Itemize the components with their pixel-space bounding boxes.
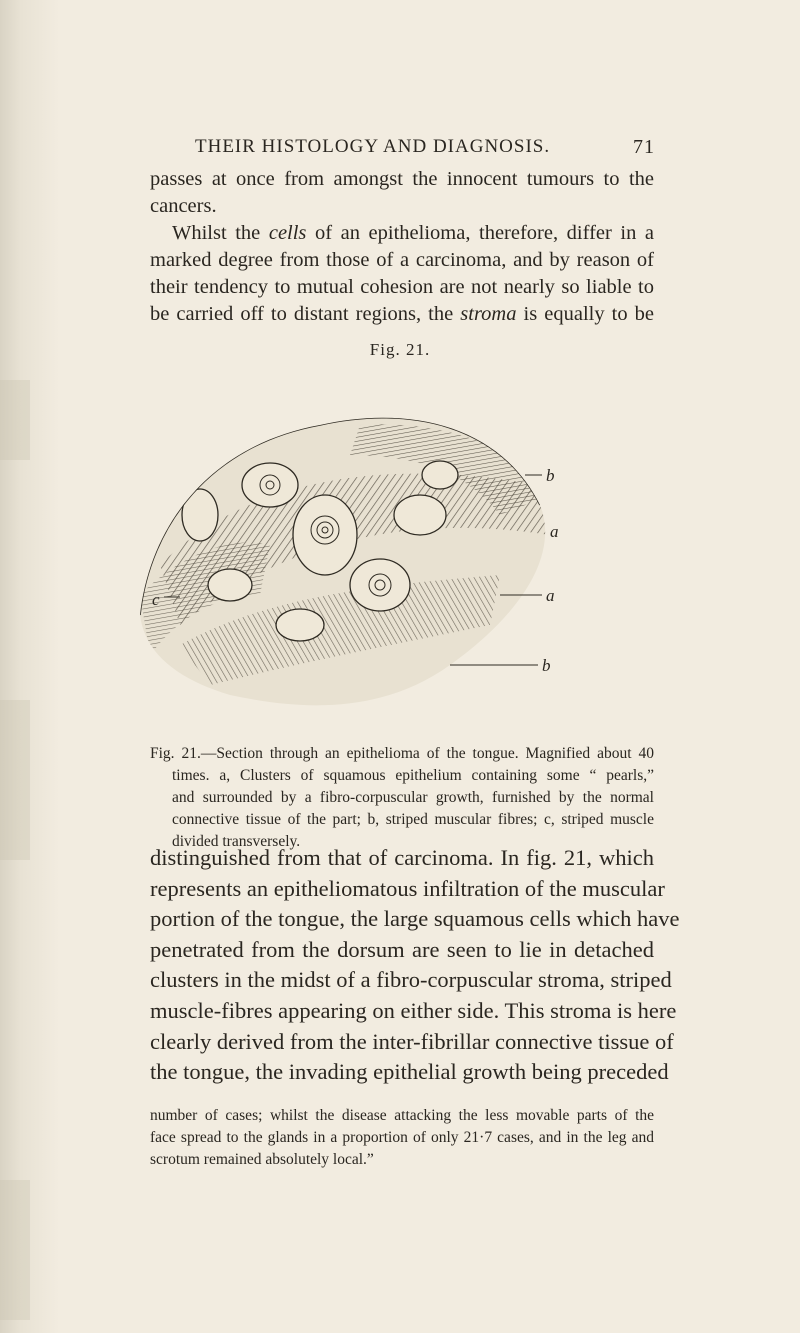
footnote-line: face spread to the glands in a proportion of only 21·7 cases, and in the leg and — [150, 1129, 654, 1146]
page-number: 71 — [633, 136, 655, 158]
text-line: clearly derived from the inter-fibrillar connective tissue of — [150, 1028, 674, 1054]
text-line: be carried off to distant regions, the stroma is equally to be — [150, 303, 655, 325]
caption-line: connective tissue of the part; b, striped muscular fibres; c, striped muscle — [172, 811, 654, 828]
text-line: distinguished from that of carcinoma. In fig. 21, which — [150, 845, 654, 870]
figure-letter-c: c — [152, 590, 160, 609]
histology-illustration — [120, 365, 580, 725]
figure-caption — [150, 743, 654, 853]
text-line: cancers. — [150, 195, 217, 217]
tissue-section — [120, 365, 580, 725]
text-line: the tongue, the invading epithelial growth being preceded — [150, 1059, 669, 1085]
caption-line: divided transversely. — [172, 833, 301, 850]
text-line: portion of the tongue, the large squamous cells which have — [150, 906, 680, 932]
running-title: THEIR HISTOLOGY AND DIAGNOSIS. — [195, 136, 551, 157]
figure-letter-b-bottom: b — [542, 656, 551, 675]
caption-line: Fig. 21.—Section through an epithelioma of the tongue. Magnified about 40 — [150, 745, 654, 762]
footnote-line: number of cases; whilst the disease attacking the less movable parts of the — [150, 1107, 654, 1124]
second-paragraph — [150, 220, 654, 328]
figure-letter-b-top: b — [546, 466, 555, 485]
text-line: clusters in the midst of a fibro-corpuscular stroma, striped — [150, 967, 672, 993]
page-edge-shadow — [0, 0, 60, 1333]
text-line: Whilst the cells of an epithelioma, therefore, differ in a — [172, 222, 654, 244]
figure-letter-a-lower: a — [546, 586, 555, 605]
caption-line: and surrounded by a fibro-corpuscular growth, furnished by the normal — [172, 789, 654, 806]
figure-letter-a-upper: a — [550, 522, 559, 541]
text-line: passes at once from amongst the innocent tumours to the — [150, 168, 654, 190]
figure-label: Fig. 21. — [369, 340, 431, 359]
emphasis-stroma: stroma — [460, 303, 517, 325]
top-paragraph — [150, 166, 654, 220]
emphasis-cells: cells — [268, 222, 307, 244]
footnote — [150, 1105, 654, 1171]
text-line: penetrated from the dorsum are seen to lie in detached — [150, 936, 654, 962]
text-line: muscle-fibres appearing on either side. This stroma is here — [150, 997, 677, 1023]
text-line: represents an epitheliomatous infiltration of the muscular — [150, 875, 665, 901]
text-line: their tendency to mutual cohesion are not nearly so liable to — [150, 276, 654, 298]
text-line: marked degree from those of a carcinoma, and by reason of — [150, 249, 654, 271]
main-paragraph — [150, 843, 680, 1088]
footnote-line: scrotum remained absolutely local.” — [150, 1151, 374, 1168]
caption-line: times. a, Clusters of squamous epithelium containing some “ pearls,” — [172, 767, 654, 784]
